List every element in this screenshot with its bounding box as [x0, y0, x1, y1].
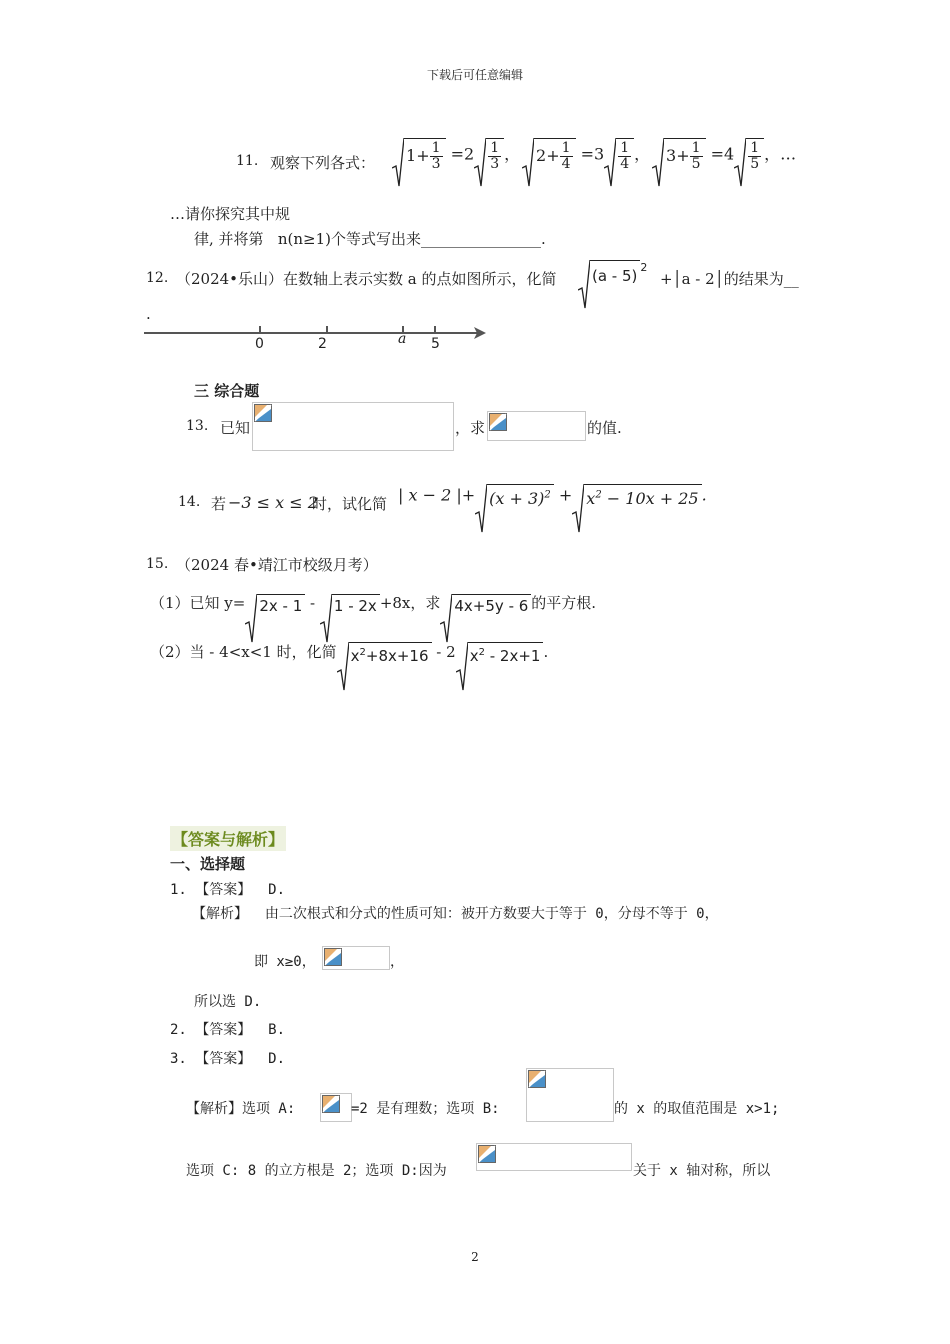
answer-1-row: 1. 【答案】 D. [170, 882, 286, 898]
broken-image-icon [489, 413, 507, 431]
q11-sqrt-1: 1+ $\frac{1}{3}$ [392, 138, 446, 172]
answer-3-line2-b: 关于 x 轴对称，所以 [633, 1163, 771, 1179]
answer-3-image-placeholder-a [320, 1093, 352, 1122]
answer-1-explanation: 【解析】 由二次根式和分式的性质可知：被开方数要大于等于 0，分母不等于 0， [192, 906, 719, 922]
q15-number: 15. [146, 556, 169, 572]
axis-label-0: 0 [255, 336, 264, 352]
q13-prefix: 已知 [220, 419, 251, 437]
broken-image-icon [528, 1070, 546, 1088]
q11-text: 观察下列各式： [270, 154, 376, 172]
page-number: 2 [471, 1250, 479, 1264]
q12-radical: (a - 5) $^2$ [578, 260, 647, 285]
q13-number: 13. [186, 418, 209, 434]
q11-formula-1: 1+ $\frac{1}{3}$ =2 $\frac{1}{3}$ ， [392, 138, 520, 172]
broken-image-icon [324, 948, 342, 966]
answer-1-image-placeholder [322, 946, 390, 970]
answer-3-exp-a: 【解析】选项 A: [186, 1101, 296, 1117]
q13-image-placeholder-1 [252, 402, 454, 451]
answer-2-row: 2. 【答案】 B. [170, 1022, 286, 1038]
q15-part1: （1）已知 y= 2x - 1 - 1 - 2x +8x，求 4x+5y - 6 的平方根. [150, 592, 596, 615]
answer-1-line3: 所以选 D. [194, 994, 262, 1010]
page-header-note: 下载后可任意编辑 [426, 68, 523, 82]
answer-1-line2-end: ， [390, 954, 404, 970]
q14-number: 14. [178, 494, 201, 510]
q14-expression: | x − 2 |+ $(x + 3)^2$ + $x^2 - 10x + 25$ . [398, 484, 707, 508]
broken-image-icon [254, 404, 272, 422]
q15-part2: （2）当 - 4<x<1 时，化简 $x^2+8x+16 - 2$ $x^2 - 2x+1$ . [150, 641, 548, 665]
q12-number: 12. [146, 270, 169, 286]
axis-label-2: 2 [318, 336, 327, 352]
q12-dot: . [146, 305, 151, 323]
answer-3-image-placeholder-c [476, 1143, 632, 1171]
broken-image-icon [322, 1095, 340, 1113]
answers-section-1: 一、选择题 [170, 855, 246, 873]
q11-continuation-2: 律, 并将第 n(n≥1)个等式写出来________________. [194, 230, 546, 248]
axis-label-5: 5 [431, 336, 440, 352]
q11-formula-3: 3+ $\frac{1}{5}$ =4 $\frac{1}{5}$ ，… [652, 138, 796, 172]
q12-text: （2024•乐山）在数轴上表示实数 a 的点如图所示，化简 [176, 270, 557, 288]
answer-3-row: 3. 【答案】 D. [170, 1051, 286, 1067]
q11-continuation-1: …请你探究其中规 [170, 205, 291, 223]
answer-3-image-placeholder-b [526, 1068, 614, 1122]
broken-image-icon [478, 1145, 496, 1163]
answer-3-exp-b: =2 是有理数；选项 B: [351, 1101, 500, 1117]
q11-number: 11. [236, 153, 259, 169]
q14-prefix: 若 [211, 495, 227, 513]
q12-tail: +│a - 2│的结果为__ [660, 270, 799, 288]
q11-formula-2: 2+ $\frac{1}{4}$ =3 $\frac{1}{4}$ ， [522, 138, 650, 172]
answer-1-line2: 即 x≥0， [254, 954, 316, 970]
q13-mid: ，求 [455, 419, 486, 437]
q14-mid: 时，试化简 [312, 495, 388, 513]
answers-title: 【答案与解析】 [170, 826, 286, 851]
axis-label-a: a [398, 331, 407, 347]
q14-condition: −3 ≤ x ≤ 2 [228, 493, 318, 512]
q13-suffix: 的值. [587, 419, 622, 437]
answer-3-line2-a: 选项 C: 8 的立方根是 2；选项 D:因为 [186, 1163, 447, 1179]
q15-source: （2024 春•靖江市校级月考） [176, 556, 378, 574]
answer-3-exp-c: 的 x 的取值范围是 x>1; [614, 1101, 780, 1117]
section-3-title: 三 综合题 [194, 382, 260, 400]
q13-image-placeholder-2 [487, 411, 586, 441]
